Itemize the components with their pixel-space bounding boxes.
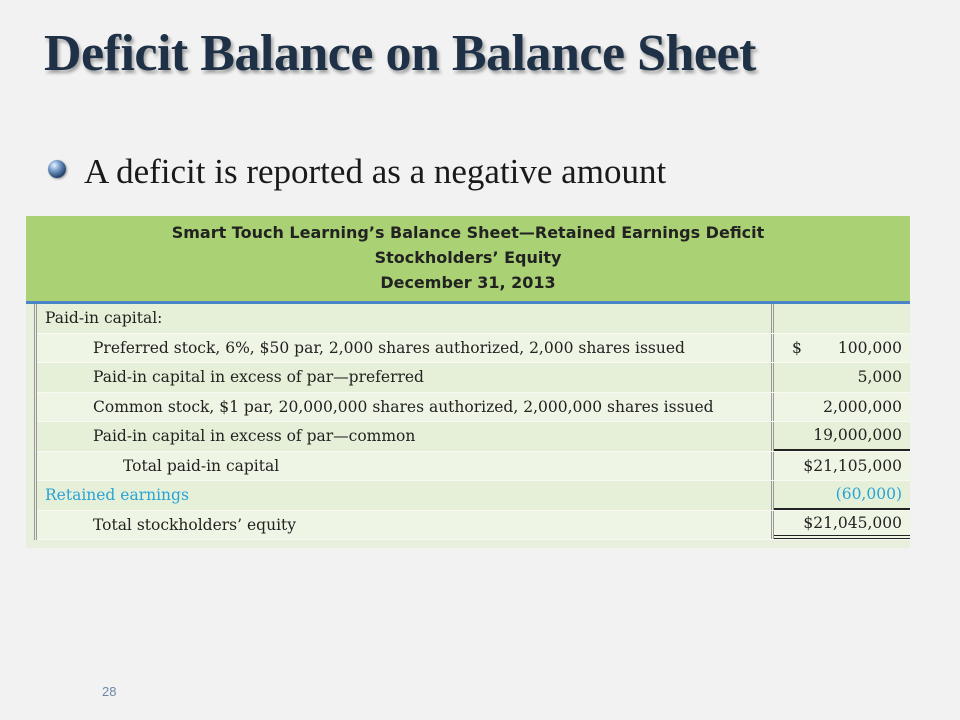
page-number: 28 (102, 684, 117, 699)
row-amount: (60,000) (774, 481, 910, 510)
row-amount: $21,045,000 (774, 511, 910, 540)
row-amount: 2,000,000 (823, 397, 902, 416)
row-label: Paid-in capital in excess of par—preferred (37, 363, 774, 392)
statement-date: December 31, 2013 (380, 273, 556, 292)
table-row (37, 511, 910, 541)
statement-header (26, 216, 910, 304)
balance-sheet-table (26, 216, 910, 548)
currency-symbol: $ (792, 338, 802, 357)
statement-subtitle: Stockholders’ Equity (374, 248, 562, 267)
row-label: Total stockholders’ equity (37, 511, 774, 540)
slide-title: Deficit Balance on Balance Sheet (44, 25, 756, 82)
statement-body (34, 304, 910, 540)
row-amount: 5,000 (857, 368, 902, 387)
row-label: Paid-in capital in excess of par—common (37, 422, 774, 451)
table-row (37, 452, 910, 482)
statement-title: Smart Touch Learning’s Balance Sheet—Retained Earnings Deficit (171, 223, 765, 242)
bullet-point (48, 146, 666, 198)
row-amount: $ 100,000 (792, 338, 902, 357)
row-label: Preferred stock, 6%, $50 par, 2,000 shares authorized, 2,000 shares issued (37, 334, 774, 363)
table-row (37, 393, 910, 423)
table-row (37, 363, 910, 393)
table-row (37, 304, 910, 334)
row-amount: 19,000,000 (774, 422, 910, 451)
row-label: Total paid-in capital (37, 452, 774, 481)
table-row (37, 481, 910, 511)
row-amount: $21,105,000 (803, 456, 902, 475)
row-label: Common stock, $1 par, 20,000,000 shares authorized, 2,000,000 shares issued (37, 393, 774, 422)
row-label: Paid-in capital: (37, 304, 774, 333)
table-row (37, 422, 910, 452)
table-row (37, 334, 910, 364)
bullet-dot-icon (48, 160, 66, 178)
row-amount (774, 304, 910, 333)
bullet-text: A deficit is reported as a negative amount (84, 152, 667, 191)
row-label: Retained earnings (37, 481, 774, 510)
